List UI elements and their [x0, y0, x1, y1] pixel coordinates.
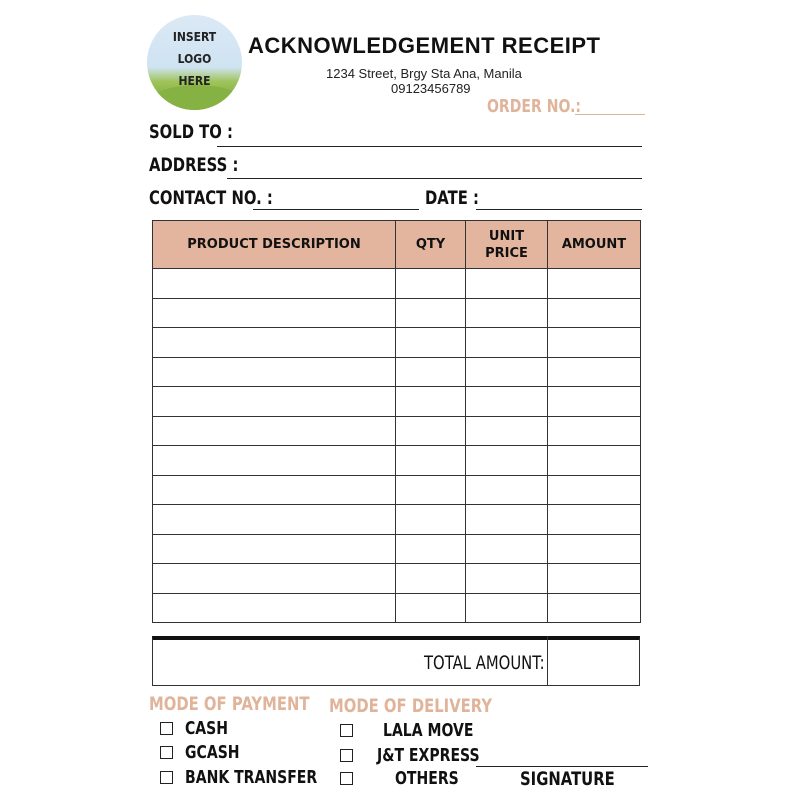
amount-cell[interactable] [548, 534, 641, 564]
description-cell[interactable] [153, 593, 396, 623]
table-row [153, 298, 641, 328]
delivery-option-label: LALA MOVE [383, 720, 474, 741]
qty-cell[interactable] [396, 446, 466, 476]
address-field[interactable] [227, 178, 642, 179]
amount-cell[interactable] [548, 446, 641, 476]
mode-of-delivery-label: MODE OF DELIVERY [329, 695, 493, 717]
col-header-amount: AMOUNT [548, 221, 641, 269]
description-cell[interactable] [153, 357, 396, 387]
order-no-label: ORDER NO.: [487, 96, 582, 117]
amount-cell[interactable] [548, 328, 641, 358]
qty-cell[interactable] [396, 357, 466, 387]
unit-price-cell[interactable] [466, 387, 548, 417]
payment-option-cash[interactable] [160, 718, 240, 739]
unit-price-cell[interactable] [466, 269, 548, 299]
unit-price-cell[interactable] [466, 475, 548, 505]
qty-cell[interactable] [396, 534, 466, 564]
total-row [152, 636, 640, 686]
receipt-title: ACKNOWLEDGEMENT RECEIPT [248, 33, 601, 58]
unit-price-cell[interactable] [466, 416, 548, 446]
date-field[interactable] [476, 209, 642, 210]
table-header-row [153, 221, 641, 269]
total-divider [547, 636, 548, 686]
delivery-option-jt-express[interactable] [340, 745, 509, 766]
unit-price-line2: PRICE [485, 245, 528, 261]
unit-price-cell[interactable] [466, 564, 548, 594]
unit-price-line1: UNIT [488, 228, 525, 244]
logo-hill [147, 85, 242, 110]
contact-no-field[interactable] [253, 209, 419, 210]
description-cell[interactable] [153, 534, 396, 564]
amount-cell[interactable] [548, 505, 641, 535]
qty-cell[interactable] [396, 505, 466, 535]
mode-of-payment-label: MODE OF PAYMENT [149, 693, 310, 715]
checkbox[interactable] [160, 722, 173, 735]
table-row [153, 357, 641, 387]
payment-option-label: GCASH [185, 742, 240, 763]
description-cell[interactable] [153, 269, 396, 299]
table-row [153, 387, 641, 417]
sold-to-field[interactable] [217, 146, 642, 147]
unit-price-cell[interactable] [466, 357, 548, 387]
unit-price-cell[interactable] [466, 298, 548, 328]
table-row [153, 564, 641, 594]
qty-cell[interactable] [396, 593, 466, 623]
checkbox[interactable] [340, 724, 353, 737]
total-amount-label: TOTAL AMOUNT: [424, 652, 545, 674]
description-cell[interactable] [153, 328, 396, 358]
qty-cell[interactable] [396, 269, 466, 299]
business-phone: 09123456789 [391, 81, 471, 96]
amount-cell[interactable] [548, 593, 641, 623]
date-label: DATE : [425, 187, 479, 209]
qty-cell[interactable] [396, 298, 466, 328]
qty-cell[interactable] [396, 564, 466, 594]
qty-cell[interactable] [396, 416, 466, 446]
business-address: 1234 Street, Brgy Sta Ana, Manila [326, 66, 522, 81]
qty-cell[interactable] [396, 328, 466, 358]
logo-text-line1: INSERT [172, 30, 217, 44]
table-row [153, 269, 641, 299]
description-cell[interactable] [153, 564, 396, 594]
unit-price-cell[interactable] [466, 505, 548, 535]
table-row [153, 328, 641, 358]
table-row [153, 416, 641, 446]
unit-price-cell[interactable] [466, 534, 548, 564]
payment-option-gcash[interactable] [160, 742, 255, 763]
checkbox[interactable] [340, 772, 353, 785]
checkbox[interactable] [160, 771, 173, 784]
amount-cell[interactable] [548, 387, 641, 417]
amount-cell[interactable] [548, 357, 641, 387]
checkbox[interactable] [160, 746, 173, 759]
items-table [152, 220, 641, 623]
amount-cell[interactable] [548, 269, 641, 299]
amount-cell[interactable] [548, 416, 641, 446]
payment-option-label: CASH [185, 718, 229, 739]
table-row [153, 505, 641, 535]
description-cell[interactable] [153, 505, 396, 535]
order-no-field[interactable] [575, 114, 645, 115]
contact-no-label: CONTACT NO. : [149, 187, 273, 209]
description-cell[interactable] [153, 475, 396, 505]
col-header-unit-price [466, 221, 548, 269]
unit-price-cell[interactable] [466, 446, 548, 476]
sold-to-label: SOLD TO : [149, 121, 233, 143]
description-cell[interactable] [153, 446, 396, 476]
description-cell[interactable] [153, 387, 396, 417]
delivery-option-others[interactable] [340, 768, 477, 789]
qty-cell[interactable] [396, 475, 466, 505]
payment-option-label: BANK TRANSFER [185, 767, 318, 788]
table-row [153, 446, 641, 476]
description-cell[interactable] [153, 298, 396, 328]
qty-cell[interactable] [396, 387, 466, 417]
unit-price-cell[interactable] [466, 328, 548, 358]
logo-text-line3: HERE [178, 74, 211, 88]
delivery-option-label: OTHERS [395, 768, 459, 789]
logo-placeholder [147, 15, 242, 110]
table-row [153, 475, 641, 505]
table-row [153, 593, 641, 623]
amount-cell[interactable] [548, 298, 641, 328]
amount-cell[interactable] [548, 475, 641, 505]
logo-text-line2: LOGO [177, 52, 212, 66]
col-header-qty: QTY [396, 221, 466, 269]
payment-option-bank-transfer[interactable] [160, 767, 354, 788]
amount-cell[interactable] [548, 564, 641, 594]
checkbox[interactable] [340, 749, 353, 762]
description-cell[interactable] [153, 416, 396, 446]
col-header-description: PRODUCT DESCRIPTION [153, 221, 396, 269]
delivery-option-lalamove[interactable] [340, 720, 499, 741]
delivery-option-label: J&T EXPRESS [377, 745, 480, 766]
table-row [153, 534, 641, 564]
unit-price-cell[interactable] [466, 593, 548, 623]
address-label: ADDRESS : [149, 154, 239, 176]
signature-label: SIGNATURE [520, 768, 615, 790]
signature-field[interactable] [476, 766, 648, 767]
